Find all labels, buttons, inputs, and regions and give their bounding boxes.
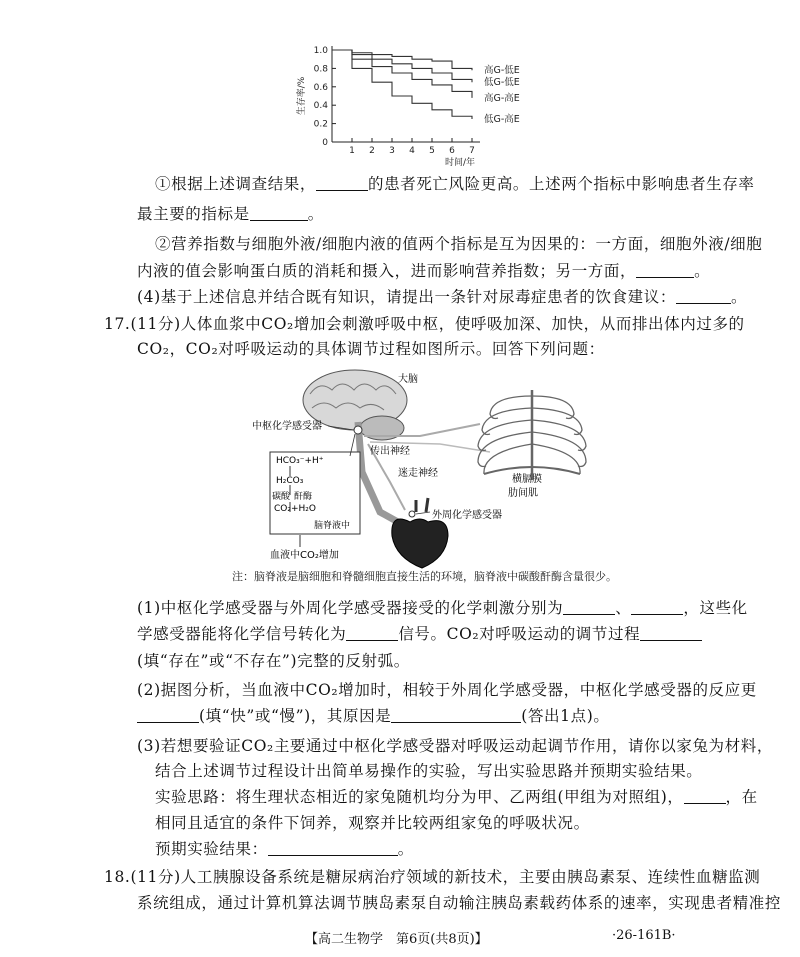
series-label-1: 高G-低E: [484, 65, 520, 77]
answer-blank[interactable]: [563, 598, 615, 615]
answer-blank[interactable]: [640, 624, 702, 641]
box-line-2: H₂CO₃: [276, 476, 304, 486]
box-line-1: HCO₃⁻+H⁺: [276, 456, 324, 466]
q16-part4: (4)基于上述信息并结合既有知识，请提出一条针对尿毒症患者的饮食建议： 。: [137, 288, 748, 306]
x-tick-label: 4: [409, 146, 415, 156]
series-label-3: 高G-高E: [484, 92, 520, 104]
label-vagus: 迷走神经: [398, 468, 438, 479]
q17-s3-line4: 相同且适宜的条件下饲养，观察并比较两组家兔的呼吸状况。: [155, 814, 590, 832]
q18-stem-line2: 系统组成，通过计算机算法调节胰岛素泵自动输注胰岛素载药体系的速率，实现患者精准控: [137, 894, 782, 912]
q16-part1-line2: 最主要的指标是 。: [137, 205, 324, 223]
answer-blank[interactable]: [316, 174, 368, 191]
y-tick-label: 0.2: [313, 119, 328, 130]
box-line-5: 脑脊液中: [314, 521, 351, 531]
figure-note: 注：脑脊液是脑细胞和脊髓细胞直接生活的环境，脑脊液中碳酸酐酶含量很少。: [232, 570, 617, 583]
q17-s3-line2: 结合上述调节过程设计出简单易操作的实验，写出实验思路并预期实验结果。: [155, 762, 703, 780]
q17-s1-line2: 学感受器能将化学信号转化为 信号。CO₂对呼吸运动的调节过程: [137, 623, 702, 645]
y-axis-label: 生存率/%: [297, 76, 307, 116]
answer-blank[interactable]: [137, 706, 199, 723]
answer-blank[interactable]: [346, 624, 398, 641]
series-line-3: [332, 50, 472, 98]
label-peripheral-receptor: 外周化学感受器: [432, 510, 502, 521]
label-brain: 大脑: [398, 374, 418, 385]
q17-s1-line1: (1)中枢化学感受器与外周化学感受器接受的化学刺激分别为 、 ，这些化: [137, 599, 748, 617]
q16-part2-line1: ②营养指数与细胞外液/细胞内液的值两个指标是互为因果的：一方面，细胞外液/细胞: [155, 235, 763, 253]
page-footer-title: 【高二生物学 第6页(共8页)】: [305, 932, 488, 947]
series-line-1: [332, 50, 472, 70]
q17-stem-line1: 17.(11分)人体血浆中CO₂增加会刺激呼吸中枢，使呼吸加深、加快，从而排出体内过多的: [104, 315, 745, 333]
peripheral-receptor-dot: [409, 511, 415, 517]
central-receptor-dot: [354, 426, 362, 434]
label-intercostal: 肋间肌: [508, 488, 538, 499]
q17-s3-line5: 预期实验结果： 。: [155, 840, 414, 858]
q17-s2-line2: (填“快”或“慢”)，其原因是 (答出1点)。: [137, 705, 609, 727]
x-tick-label: 6: [449, 146, 455, 156]
answer-blank[interactable]: [631, 598, 683, 615]
q16-part2-line2: 内液的值会影响蛋白质的消耗和摄入，进而影响营养指数；另一方面， 。: [137, 262, 711, 280]
y-tick-label: 1.0: [313, 46, 328, 56]
q17-s1-line3: (填“存在”或“不存在”)完整的反射弧。: [137, 652, 410, 670]
answer-blank[interactable]: [684, 787, 726, 804]
series-label-4: 低G-高E: [484, 114, 520, 125]
x-tick-label: 2: [369, 146, 375, 156]
q17-stem-line2: CO₂，CO₂对呼吸运动的具体调节过程如图所示。回答下列问题：: [137, 340, 605, 358]
label-efferent: 传出神经: [370, 446, 410, 457]
heart-illustration: [392, 519, 448, 568]
x-tick-label: 3: [389, 146, 395, 156]
label-blood: 血液中CO₂增加: [270, 550, 339, 561]
box-line-4: CO₂+H₂O: [274, 504, 316, 514]
q17-s3-line3: 实验思路：将生理状态相近的家兔随机均分为甲、乙两组(甲组为对照组)， ，在: [155, 788, 758, 806]
answer-blank[interactable]: [268, 839, 398, 856]
x-tick-label: 5: [429, 146, 435, 156]
q17-s3-line1: (3)若想要验证CO₂主要通过中枢化学感受器对呼吸运动起调节作用，请你以家兔为材料，: [137, 737, 773, 755]
answer-blank[interactable]: [391, 706, 521, 723]
series-line-2: [332, 50, 472, 82]
q16-part1-line1: ①根据上述调查结果， 的患者死亡风险更高。上述两个指标中影响患者生存率: [155, 175, 755, 193]
page-footer-code: ·26-161B·: [612, 928, 676, 943]
respiration-diagram: [240, 362, 600, 572]
survival-chart: [290, 40, 520, 170]
answer-blank[interactable]: [636, 261, 694, 278]
q18-stem-line1: 18.(11分)人工胰腺设备系统是糖尿病治疗领域的新技术，主要由胰岛素泵、连续性血糖监测: [104, 868, 761, 886]
label-diaphragm: 横膈膜: [512, 474, 542, 485]
x-tick-label: 7: [469, 146, 475, 156]
y-tick-label: 0.6: [313, 82, 328, 93]
q17-s2-line1: (2)据图分析，当血液中CO₂增加时，相较于外周化学感受器，中枢化学感受器的反应更: [137, 681, 757, 699]
label-central-receptor: 中枢化学感受器: [252, 421, 322, 432]
answer-blank[interactable]: [676, 287, 731, 304]
box-line-3a: 碳酸: [272, 492, 291, 502]
answer-blank[interactable]: [250, 204, 308, 221]
y-tick-label: 0.8: [313, 64, 328, 75]
box-line-3b: 酐酶: [294, 492, 313, 502]
series-label-2: 低G-低E: [484, 77, 520, 89]
x-axis-label: 时间/年: [444, 158, 476, 168]
y-tick-label: 0.4: [313, 101, 328, 112]
y-tick-label: 0: [322, 138, 328, 148]
x-tick-label: 1: [349, 146, 355, 156]
ribcage-illustration: [478, 390, 586, 480]
